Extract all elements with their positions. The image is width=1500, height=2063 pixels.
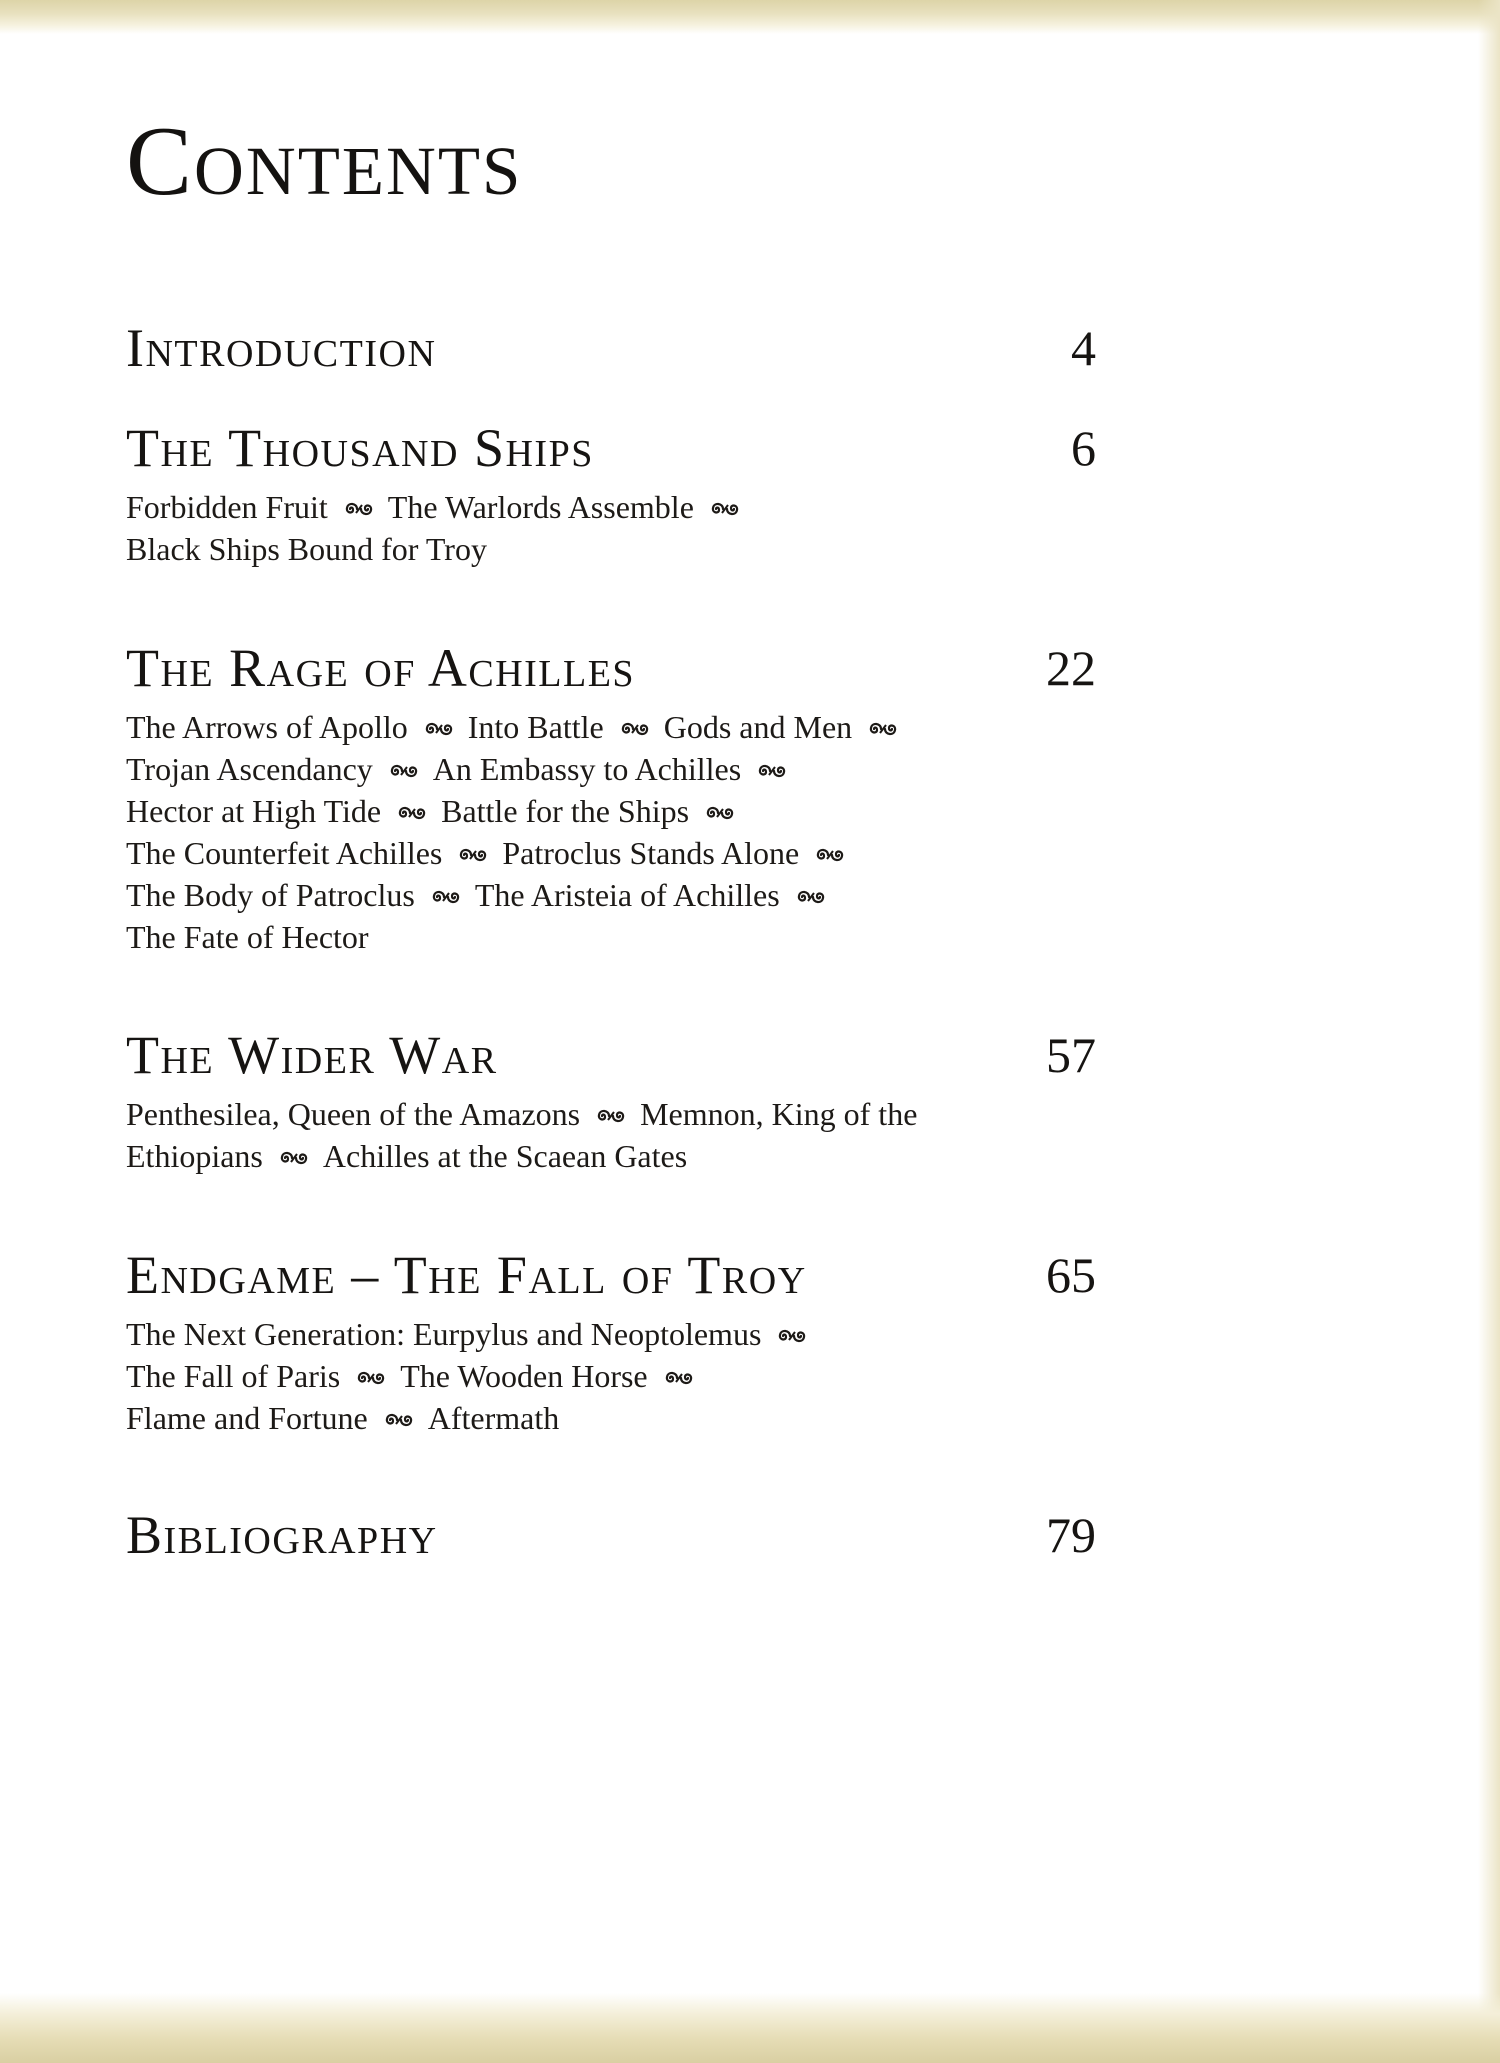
subsection-title: Patroclus Stands Alone xyxy=(502,835,800,871)
subsection-title: Penthesilea, Queen of the Amazons xyxy=(126,1096,581,1132)
toc-entry xyxy=(126,1505,1096,1565)
subsection-line xyxy=(126,1313,1026,1355)
page-number: 79 xyxy=(1046,1507,1096,1563)
subsection-title: The Body of Patroclus xyxy=(126,877,415,913)
subsection-title: Battle for the Ships xyxy=(441,793,690,829)
toc-heading-row xyxy=(126,638,1096,698)
subsection-title: The Counterfeit Achilles xyxy=(126,835,443,871)
subsection-line xyxy=(126,486,1026,528)
chapter-heading: The Thousand Ships xyxy=(126,418,594,478)
scroll-ornament-icon xyxy=(344,500,374,518)
aged-paper-right-edge xyxy=(1478,0,1500,2063)
scroll-ornament-icon xyxy=(757,762,787,780)
subsection-line xyxy=(126,528,1026,570)
aged-paper-top-edge xyxy=(0,0,1500,34)
subsection-line xyxy=(126,1135,1026,1177)
page-number: 22 xyxy=(1046,640,1096,696)
aged-paper-bottom-edge xyxy=(0,1993,1500,2063)
toc-heading-row xyxy=(126,418,1096,478)
subsection-title: Achilles at the Scaean Gates xyxy=(322,1138,688,1174)
subsection-line xyxy=(126,916,1026,958)
page-number: 4 xyxy=(1071,320,1096,376)
chapter-heading: The Rage of Achilles xyxy=(126,638,636,698)
toc-heading-row xyxy=(126,1025,1096,1085)
chapter-heading: Introduction xyxy=(126,318,437,378)
subsection-title: The Aristeia of Achilles xyxy=(474,877,780,913)
subsection-title: The Warlords Assemble xyxy=(387,489,694,525)
subsection-title: Gods and Men xyxy=(663,709,853,745)
subsection-title: Forbidden Fruit xyxy=(126,489,328,525)
subsection-line xyxy=(126,1355,1026,1397)
page-number: 57 xyxy=(1046,1027,1096,1083)
scroll-ornament-icon xyxy=(620,720,650,738)
subsection-title: The Arrows of Apollo xyxy=(126,709,408,745)
subsection-list xyxy=(126,486,1026,570)
subsection-title: The Wooden Horse xyxy=(400,1358,648,1394)
toc-heading-row xyxy=(126,1505,1096,1565)
scroll-ornament-icon xyxy=(384,1411,414,1429)
scroll-ornament-icon xyxy=(868,720,898,738)
subsection-line xyxy=(126,706,1026,748)
scroll-ornament-icon xyxy=(431,888,461,906)
subsection-title: Ethiopians xyxy=(126,1138,263,1174)
toc-entry xyxy=(126,1025,1096,1177)
subsection-title: Into Battle xyxy=(467,709,604,745)
subsection-title: Aftermath xyxy=(427,1400,560,1436)
scroll-ornament-icon xyxy=(796,888,826,906)
subsection-line xyxy=(126,790,1026,832)
toc-entry xyxy=(126,1245,1096,1439)
toc-heading-row xyxy=(126,1245,1096,1305)
subsection-line xyxy=(126,1397,1026,1439)
scroll-ornament-icon xyxy=(424,720,454,738)
subsection-line xyxy=(126,874,1026,916)
scroll-ornament-icon xyxy=(710,500,740,518)
scroll-ornament-icon xyxy=(397,804,427,822)
subsection-line xyxy=(126,748,1026,790)
subsection-line xyxy=(126,832,1026,874)
subsection-title: An Embassy to Achilles xyxy=(432,751,742,787)
scroll-ornament-icon xyxy=(356,1369,386,1387)
toc-entry xyxy=(126,638,1096,958)
scroll-ornament-icon xyxy=(777,1327,807,1345)
subsection-title: Trojan Ascendancy xyxy=(126,751,373,787)
subsection-title: The Fall of Paris xyxy=(126,1358,341,1394)
subsection-list xyxy=(126,1313,1026,1439)
subsection-list xyxy=(126,1093,1026,1177)
subsection-line xyxy=(126,1093,1026,1135)
chapter-heading: Endgame – The Fall of Troy xyxy=(126,1245,807,1305)
subsection-title: The Fate of Hector xyxy=(126,919,369,955)
toc-entry xyxy=(126,418,1096,570)
scroll-ornament-icon xyxy=(815,846,845,864)
toc-entry xyxy=(126,318,1096,378)
scroll-ornament-icon xyxy=(458,846,488,864)
scroll-ornament-icon xyxy=(279,1149,309,1167)
subsection-title: Black Ships Bound for Troy xyxy=(126,531,487,567)
subsection-list xyxy=(126,706,1026,958)
page-number: 6 xyxy=(1071,420,1096,476)
subsection-title: Memnon, King of the xyxy=(640,1096,918,1132)
subsection-title: Flame and Fortune xyxy=(126,1400,368,1436)
scroll-ornament-icon xyxy=(664,1369,694,1387)
scroll-ornament-icon xyxy=(596,1107,626,1125)
chapter-heading: The Wider War xyxy=(126,1025,498,1085)
page-number: 65 xyxy=(1046,1247,1096,1303)
subsection-title: Hector at High Tide xyxy=(126,793,382,829)
contents-title: Contents xyxy=(126,107,523,216)
subsection-title: The Next Generation: Eurpylus and Neoptolemus xyxy=(126,1316,762,1352)
scroll-ornament-icon xyxy=(705,804,735,822)
chapter-heading: Bibliography xyxy=(126,1505,438,1565)
toc-heading-row xyxy=(126,318,1096,378)
scroll-ornament-icon xyxy=(389,762,419,780)
